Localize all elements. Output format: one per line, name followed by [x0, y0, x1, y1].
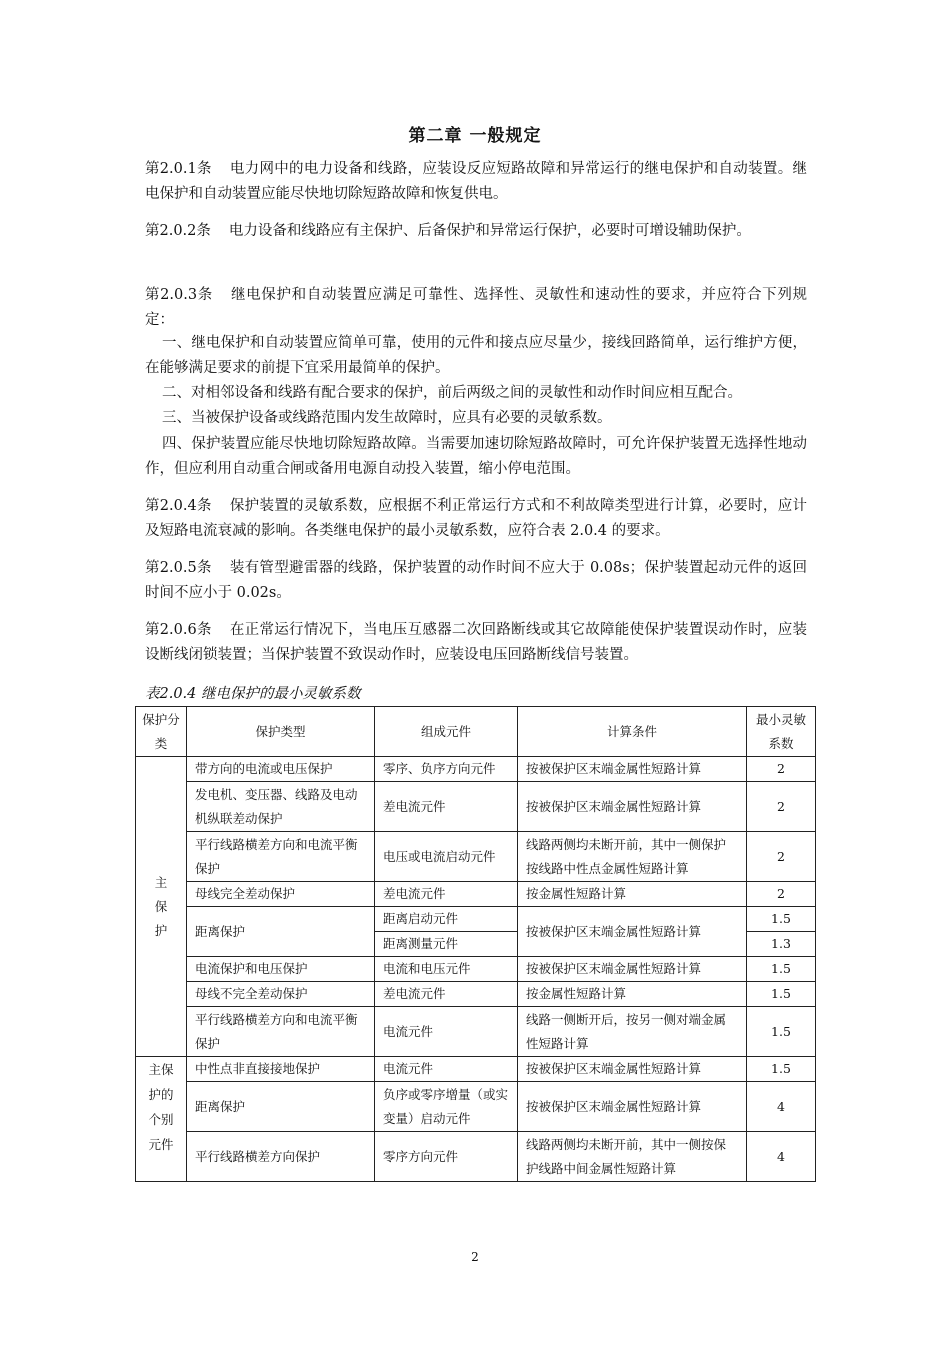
cell-type: 平行线路横差方向和电流平衡保护 — [187, 1007, 375, 1057]
cell-calculation: 按金属性短路计算 — [518, 882, 747, 907]
page-number: 2 — [471, 1250, 479, 1264]
cell-component: 电流元件 — [375, 1007, 518, 1057]
cell-component: 距离启动元件 — [375, 907, 518, 932]
table-caption: 表2.0.4 继电保护的最小灵敏系数 — [145, 686, 361, 702]
cell-calculation: 按被保护区末端金属性短路计算 — [518, 1082, 747, 1132]
article-2-0-4 — [145, 494, 807, 544]
header-category: 保护分类 — [136, 707, 187, 757]
table-header-row — [136, 707, 816, 757]
article-number: 第2.0.1条 — [145, 161, 212, 177]
cell-component: 差电流元件 — [375, 982, 518, 1007]
cell-calculation: 线路两侧均未断开前，其中一侧按保护线路中间金属性短路计算 — [518, 1132, 747, 1182]
article-text: 电力网中的电力设备和线路，应装设反应短路故障和异常运行的继电保护和自动装置。继电保护和自动装置应能尽快地切除短路故障和恢复供电。 — [145, 161, 807, 202]
article-number: 第2.0.3条 — [145, 287, 213, 303]
cell-calculation: 按被保护区末端金属性短路计算 — [518, 1057, 747, 1082]
category-individual-element: 主保护的个别元件 — [136, 1057, 187, 1182]
cell-type: 中性点非直接接地保护 — [187, 1057, 375, 1082]
cell-calculation: 按金属性短路计算 — [518, 982, 747, 1007]
cell-min: 4 — [747, 1132, 816, 1182]
cell-component: 差电流元件 — [375, 782, 518, 832]
header-min-coefficient: 最小灵敏系数 — [747, 707, 816, 757]
cell-type: 发电机、变压器、线路及电动机纵联差动保护 — [187, 782, 375, 832]
list-item: 三、当被保护设备或线路范围内发生故障时，应具有必要的灵敏系数。 — [162, 410, 612, 426]
table-row — [136, 1007, 816, 1057]
table-row — [136, 832, 816, 882]
cell-calculation: 按被保护区末端金属性短路计算 — [518, 782, 747, 832]
article-2-0-2 — [145, 219, 807, 244]
header-calculation: 计算条件 — [518, 707, 747, 757]
cell-min: 2 — [747, 757, 816, 782]
table-row — [136, 957, 816, 982]
cell-component: 零序方向元件 — [375, 1132, 518, 1182]
list-item: 二、对相邻设备和线路有配合要求的保护，前后两级之间的灵敏性和动作时间应相互配合。 — [162, 385, 742, 401]
article-text: 电力设备和线路应有主保护、后备保护和异常运行保护，必要时可增设辅助保护。 — [228, 223, 751, 239]
table-row — [136, 882, 816, 907]
cell-min: 1.5 — [747, 1057, 816, 1082]
cell-min: 2 — [747, 782, 816, 832]
article-2-0-5 — [145, 556, 807, 606]
cell-component: 距离测量元件 — [375, 932, 518, 957]
cell-min: 1.5 — [747, 907, 816, 932]
table-row — [136, 907, 816, 932]
table-row — [136, 1132, 816, 1182]
cell-min: 1.5 — [747, 1007, 816, 1057]
table-row — [136, 757, 816, 782]
table-row — [136, 1082, 816, 1132]
header-component: 组成元件 — [375, 707, 518, 757]
cell-type: 平行线路横差方向保护 — [187, 1132, 375, 1182]
cell-min: 4 — [747, 1082, 816, 1132]
table-row — [136, 1057, 816, 1082]
cell-component: 电压或电流启动元件 — [375, 832, 518, 882]
article-2-0-1 — [145, 157, 807, 207]
cell-component: 电流和电压元件 — [375, 957, 518, 982]
cell-min: 1.5 — [747, 957, 816, 982]
list-item: 四、保护装置应能尽快地切除短路故障。当需要加速切除短路故障时，可允许保护装置无选择性地动作，但应利用自动重合闸或备用电源自动投入装置，缩小停电范围。 — [145, 436, 807, 477]
cell-min: 2 — [747, 882, 816, 907]
cell-calculation: 按被保护区末端金属性短路计算 — [518, 907, 747, 957]
article-number: 第2.0.5条 — [145, 560, 212, 576]
cell-type: 平行线路横差方向和电流平衡保护 — [187, 832, 375, 882]
article-text: 在正常运行情况下，当电压互感器二次回路断线或其它故障能使保护装置误动作时，应装设断线闭锁装置；当保护装置不致误动作时，应装设电压回路断线信号装置。 — [145, 622, 807, 663]
cell-type: 母线完全差动保护 — [187, 882, 375, 907]
chapter-title: 第二章 一般规定 — [408, 126, 542, 146]
cell-component: 负序或零序增量（或实变量）启动元件 — [375, 1082, 518, 1132]
cell-type: 电流保护和电压保护 — [187, 957, 375, 982]
article-number: 第2.0.2条 — [145, 223, 211, 239]
article-text: 继电保护和自动装置应满足可靠性、选择性、灵敏性和速动性的要求，并应符合下列规定： — [145, 287, 807, 328]
cell-type: 距离保护 — [187, 907, 375, 957]
article-number: 第2.0.6条 — [145, 622, 212, 638]
article-2-0-6 — [145, 618, 807, 668]
article-text: 装有管型避雷器的线路，保护装置的动作时间不应大于 0.08s；保护装置起动元件的返回时间不应小于 0.02s。 — [145, 560, 807, 601]
article-text: 保护装置的灵敏系数，应根据不利正常运行方式和不利故障类型进行计算，必要时，应计及短路电流衰减的影响。各类继电保护的最小灵敏系数，应符合表 2.0.4 的要求。 — [145, 498, 807, 539]
cell-min: 2 — [747, 832, 816, 882]
cell-calculation: 线路两侧均未断开前，其中一侧保护按线路中性点金属性短路计算 — [518, 832, 747, 882]
cell-component: 电流元件 — [375, 1057, 518, 1082]
article-2-0-3 — [145, 283, 807, 333]
table-row — [136, 782, 816, 832]
cell-min: 1.5 — [747, 982, 816, 1007]
cell-calculation: 按被保护区末端金属性短路计算 — [518, 757, 747, 782]
sensitivity-table — [135, 706, 816, 1182]
cell-calculation: 按被保护区末端金属性短路计算 — [518, 957, 747, 982]
cell-type: 带方向的电流或电压保护 — [187, 757, 375, 782]
cell-component: 零序、负序方向元件 — [375, 757, 518, 782]
cell-type: 距离保护 — [187, 1082, 375, 1132]
cell-calculation: 线路一侧断开后，按另一侧对端金属性短路计算 — [518, 1007, 747, 1057]
cell-min: 1.3 — [747, 932, 816, 957]
list-item: 一、继电保护和自动装置应简单可靠，使用的元件和接点应尽量少，接线回路简单，运行维护方便，在能够满足要求的前提下宜采用最简单的保护。 — [145, 335, 807, 376]
header-type: 保护类型 — [187, 707, 375, 757]
category-main-protection: 主保护 — [136, 757, 187, 1057]
table-row — [136, 982, 816, 1007]
cell-component: 差电流元件 — [375, 882, 518, 907]
cell-type: 母线不完全差动保护 — [187, 982, 375, 1007]
article-number: 第2.0.4条 — [145, 498, 212, 514]
